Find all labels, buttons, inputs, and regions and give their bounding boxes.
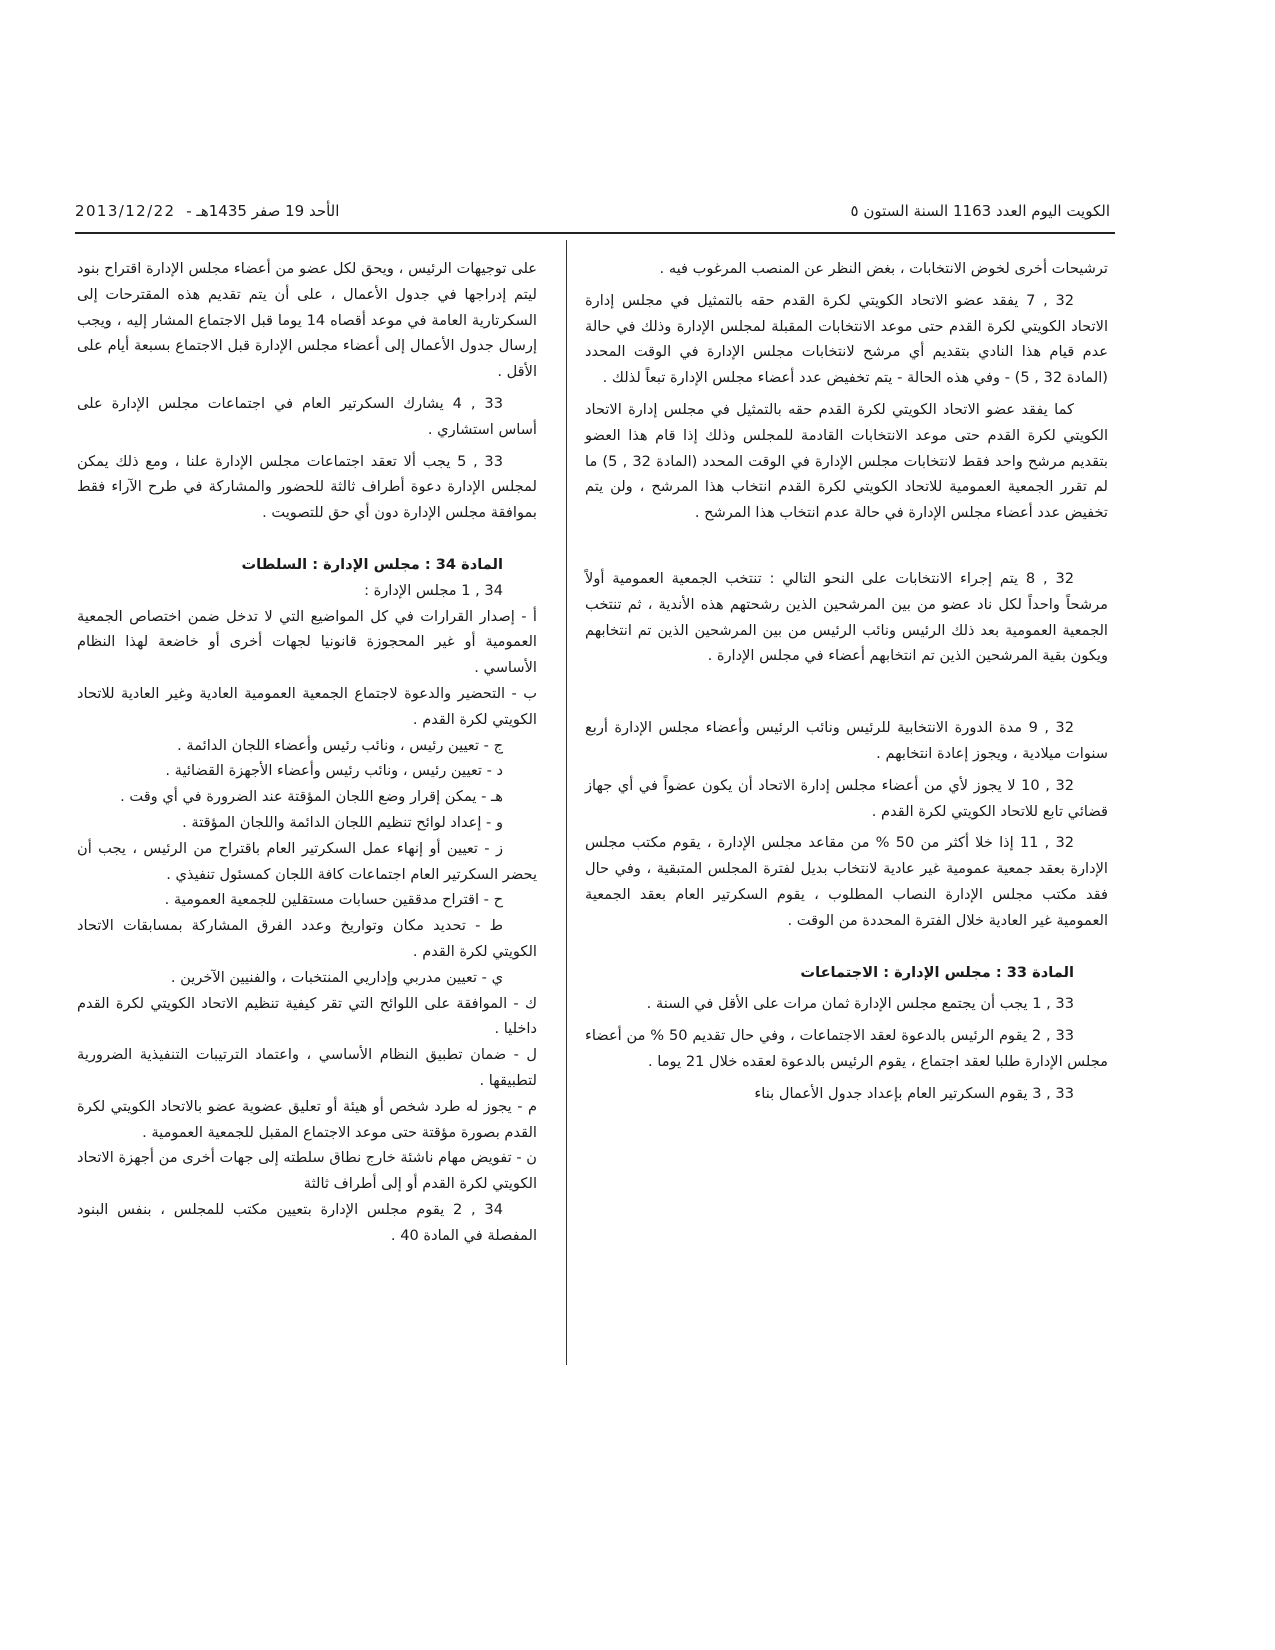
article-33-4: 33 , 4 يشارك السكرتير العام في اجتماعات مجلس الإدارة على أساس استشاري . (77, 394, 537, 438)
article-33-3: 33 , 3 يقوم السكرتير العام بإعداد جدول الأعمال بناء (754, 1084, 1074, 1102)
list-item: ب - التحضير والدعوة لاجتماع الجمعية العمومية العادية وغير العادية للاتحاد الكويتي لكرة القدم . (77, 684, 537, 728)
list-item: ل - ضمان تطبيق النظام الأساسي ، واعتماد الترتيبات التنفيذية الضرورية لتطبيقها . (77, 1046, 537, 1089)
list-item: ن - تفويض مهام ناشئة خارج نطاق سلطته إلى جهات أخرى من أجهزة الاتحاد الكويتي لكرة القدم أو إلى أطراف ثالثة (77, 1149, 537, 1193)
page-header (75, 200, 1110, 228)
article-34-2: 34 , 2 يقوم مجلس الإدارة بتعيين مكتب للمجلس ، بنفس البنود المفصلة في المادة 40 . (77, 1200, 537, 1244)
article-32-8: 32 , 8 يتم إجراء الانتخابات على النحو التالي : تنتخب الجمعية العمومية أولاً مرشحاً واحداً لكل ناد عضو من بين المرشحين الذين رشحتهم هذه الأندية ، ثم تنتخب الجمعية العمومية بعد ذلك الرئيس ونائب الرئيس من بين المرشحين الذين تم انتخابهم ويكون بقية المرشحين الذين تم انتخابهم أعضاء في مجلس الإدارة . (585, 569, 1108, 665)
list-item: ط - تحديد مكان وتواريخ وعدد الفرق المشاركة بمسابقات الاتحاد الكويتي لكرة القدم . (77, 917, 537, 960)
article-33-1: 33 , 1 يجب أن يجتمع مجلس الإدارة ثمان مرات على الأقل في السنة . (646, 995, 1074, 1013)
article-32-11: 32 , 11 إذا خلا أكثر من 50 % من مقاعد مجلس الإدارة ، يقوم مكتب مجلس الإدارة بعقد جمعية عمومية غير عادية لانتخاب بديل لفترة المجلس المتبقية ، وفي حال فقد مكتب مجلس الإدارة النصاب المطلوب ، يقوم السكرتير العام بعقد الجمعية العمومية غير العادية خلال الفترة المحددة من الوقت . (585, 834, 1108, 929)
article-32-7: 32 , 7 يفقد عضو الاتحاد الكويتي لكرة القدم حقه بالتمثيل في مجلس إدارة الاتحاد الكويتي لكرة القدم حتى موعد الانتخابات المقبلة لمجلس الإدارة وذلك في حالة عدم قيام هذا النادي بتقديم أي مرشح لانتخابات مجلس الإدارة في الوقت المحدد (المادة 32 , 5) - وفي هذه الحالة - يتم تخفيض عدد أعضاء مجلس الإدارة تبعاً لذلك . (585, 291, 1108, 387)
header-rule (75, 232, 1115, 234)
issue-date (75, 202, 339, 220)
list-item: ز - تعيين أو إنهاء عمل السكرتير العام باقتراح من الرئيس ، يجب أن يحضر السكرتير العام اجتماعات كافة اللجان كمسئول تنفيذي . (77, 839, 537, 883)
list-item: ح - اقتراح مدققين حسابات مستقلين للجمعية العمومية . (164, 891, 503, 909)
section-title-article-34: المادة 34 : مجلس الإدارة : السلطات (241, 555, 503, 573)
paragraph: كما يفقد عضو الاتحاد الكويتي لكرة القدم حقه بالتمثيل في مجلس إدارة الاتحاد الكويتي لكرة القدم حتى موعد الانتخابات القادمة للمجلس وذلك إذا قام هذا العضو بتقديم مرشح واحد فقط لانتخابات مجلس الإدارة في الوقت المحدد (المادة 32 , 5) ما لم تقرر الجمعية العمومية للاتحاد الكويتي لكرة القدم انتخاب هذا المرشح ، ولن يتم تخفيض عدد أعضاء مجلس الإدارة في حالة عدم انتخاب هذا المرشح . (585, 400, 1108, 522)
article-33-2: 33 , 2 يقوم الرئيس بالدعوة لعقد الاجتماعات ، وفي حال تقديم 50 % من أعضاء مجلس الإدارة طلبا لعقد اجتماع ، يقوم الرئيس بالدعوة لعقده خلال 21 يوما . (585, 1027, 1108, 1070)
paragraph: ترشيحات أخرى لخوض الانتخابات ، بغض النظر عن المنصب المرغوب فيه . (659, 260, 1108, 277)
issue-day: الأحد 19 صفر 1435هـ - (186, 202, 340, 220)
article-33-5: 33 , 5 يجب ألا تعقد اجتماعات مجلس الإدارة علنا ، ومع ذلك يمكن لمجلس الإدارة دعوة أطراف ثالثة للحضور والمشاركة في طرح الآراء فقط بموافقة مجلس الإدارة دون أي حق للتصويت . (77, 452, 537, 522)
article-32-10: 32 , 10 لا يجوز لأي من أعضاء مجلس إدارة الاتحاد أن يكون عضواً في أي جهاز قضائي تابع للاتحاد الكويتي لكرة القدم . (585, 776, 1108, 820)
list-item: و - إعداد لوائح تنظيم اللجان الدائمة واللجان المؤقتة . (182, 813, 503, 831)
issue-gregorian-date: 2013/12/22 (75, 202, 176, 220)
list-item: أ - إصدار القرارات في كل المواضيع التي لا تدخل ضمن اختصاص الجمعية العمومية أو غير المحجوزة قانونيا لجهات أخرى أو خاضعة لهذا النظام الأساسي . (77, 607, 537, 677)
paragraph: على توجيهات الرئيس ، ويحق لكل عضو من أعضاء مجلس الإدارة اقتراح بنود ليتم إدراجها في جدول الأعمال ، على أن يتم تقديم هذه المقترحات إلى السكرتارية العامة في موعد أقصاه 14 يوما قبل الاجتماع المشار إليه ، ويجب إرسال جدول الأعمال إلى أعضاء مجلس الإدارة قبل الاجتماع بسبعة أيام على الأقل . (77, 260, 537, 381)
list-item: ك - الموافقة على اللوائح التي تقر كيفية تنظيم الاتحاد الكويتي لكرة القدم داخليا . (77, 994, 537, 1038)
section-title-article-33: المادة 33 : مجلس الإدارة : الاجتماعات (800, 963, 1074, 981)
list-item: د - تعيين رئيس ، ونائب رئيس وأعضاء الأجهزة القضائية . (165, 762, 503, 780)
list-item: ي - تعيين مدربي وإداريي المنتخبات ، والفنيين الآخرين . (170, 968, 503, 986)
list-item: هـ - يمكن إقرار وضع اللجان المؤقتة عند الضرورة في أي وقت . (120, 788, 503, 806)
article-34-1: 34 , 1 مجلس الإدارة : (364, 581, 503, 599)
gazette-title: الكويت اليوم العدد 1163 السنة الستون ٥ (850, 202, 1110, 220)
list-item: ج - تعيين رئيس ، ونائب رئيس وأعضاء اللجان الدائمة . (177, 736, 503, 754)
left-column (77, 256, 537, 1248)
right-column (585, 256, 1108, 1107)
column-divider (566, 240, 567, 1365)
article-32-9: 32 , 9 مدة الدورة الانتخابية للرئيس ونائب الرئيس وأعضاء مجلس الإدارة أربع سنوات ميلادية ، ويجوز إعادة انتخابهم . (585, 719, 1108, 762)
list-item: م - يجوز له طرد شخص أو هيئة أو تعليق عضوية عضو بالاتحاد الكويتي لكرة القدم بصورة مؤقتة حتى موعد الاجتماع المقبل للجمعية العمومية . (77, 1097, 537, 1141)
